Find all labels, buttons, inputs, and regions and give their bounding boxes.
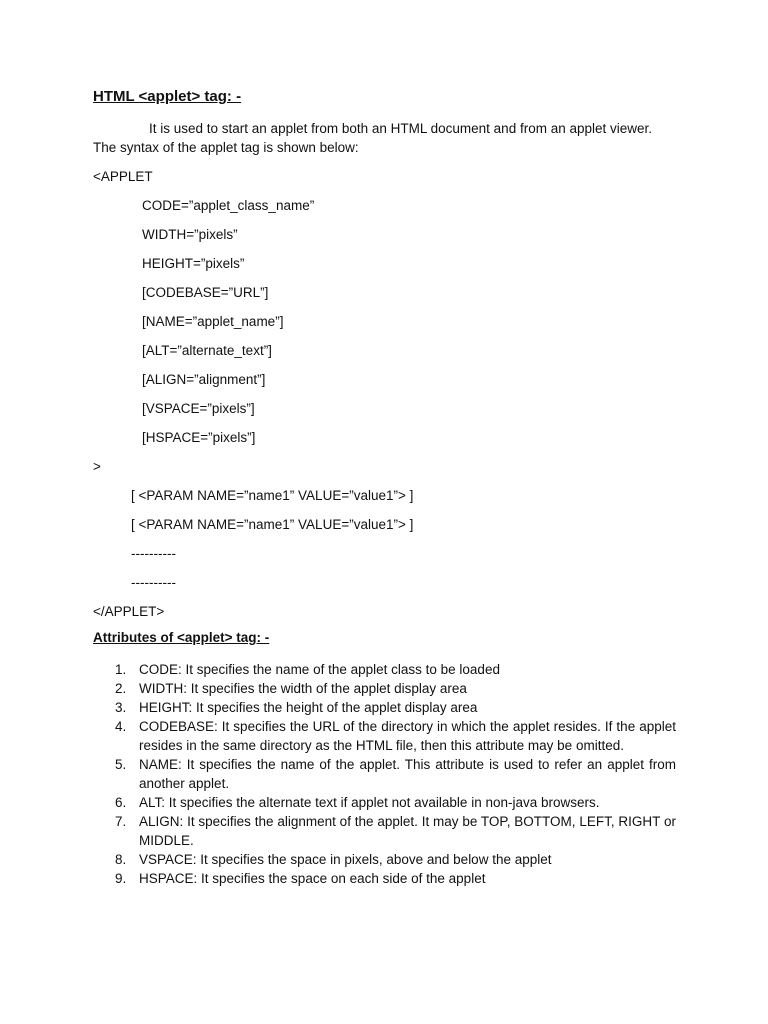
page-heading: HTML <applet> tag: - [93,88,242,105]
list-item [93,698,676,717]
syntax-attribute: [NAME=”applet_name”] [142,314,284,329]
list-item-text: ALT: It specifies the alternate text if applet not available in non-java browsers. [139,795,600,810]
list-item-text: HSPACE: It specifies the space on each side of the applet [139,871,486,886]
list-item-text: HEIGHT: It specifies the height of the applet display area [139,700,478,715]
syntax-attribute: [ALT=”alternate_text”] [142,343,272,358]
list-item-text: NAME: It specifies the name of the applet. This attribute is used to refer an applet from another applet. [139,757,676,791]
list-item-number: 7. [115,814,127,829]
intro-paragraph [93,119,676,157]
intro-text: It is used to start an applet from both an HTML document and from an applet viewer. The syntax of the applet tag is shown below: [93,121,653,155]
syntax-open-tag: <APPLET [93,169,153,184]
syntax-param: ---------- [131,546,176,561]
syntax-attribute: [CODEBASE=”URL”] [142,285,269,300]
list-item-text: CODEBASE: It specifies the URL of the directory in which the applet resides. If the applet resides in the same directory as the HTML file, then this attribute may be omitted. [139,719,676,753]
list-item-text: CODE: It specifies the name of the applet class to be loaded [139,662,500,677]
syntax-attribute: [VSPACE=”pixels”] [142,401,255,416]
list-item [93,679,676,698]
syntax-attribute: CODE=”applet_class_name” [142,198,315,213]
syntax-attribute: [ALIGN=”alignment”] [142,372,266,387]
list-item-number: 9. [115,871,127,886]
list-item-number: 3. [115,700,127,715]
list-item-number: 6. [115,795,127,810]
list-item-text: WIDTH: It specifies the width of the applet display area [139,681,467,696]
syntax-param: [ <PARAM NAME=”name1” VALUE=”value1”> ] [131,517,414,532]
list-item [93,850,676,869]
syntax-close-tag: </APPLET> [93,604,165,619]
list-item [93,755,676,793]
list-item [93,660,676,679]
syntax-attribute: HEIGHT=”pixels” [142,256,245,271]
list-item-number: 2. [115,681,127,696]
list-item-text: VSPACE: It specifies the space in pixels, above and below the applet [139,852,552,867]
attributes-heading: Attributes of <applet> tag: - [93,630,270,645]
syntax-attribute: WIDTH=”pixels” [142,227,238,242]
list-item-text: ALIGN: It specifies the alignment of the applet. It may be TOP, BOTTOM, LEFT, RIGHT or MIDDLE. [139,814,676,848]
syntax-close-bracket: > [93,459,101,474]
list-item-number: 5. [115,757,127,772]
attributes-list [93,660,676,888]
list-item [93,793,676,812]
list-item-number: 1. [115,662,127,677]
list-item-number: 8. [115,852,127,867]
list-item [93,869,676,888]
syntax-attribute: [HSPACE=”pixels”] [142,430,256,445]
syntax-param: [ <PARAM NAME=”name1” VALUE=”value1”> ] [131,488,414,503]
list-item [93,812,676,850]
list-item [93,717,676,755]
syntax-param: ---------- [131,575,176,590]
list-item-number: 4. [115,719,127,734]
